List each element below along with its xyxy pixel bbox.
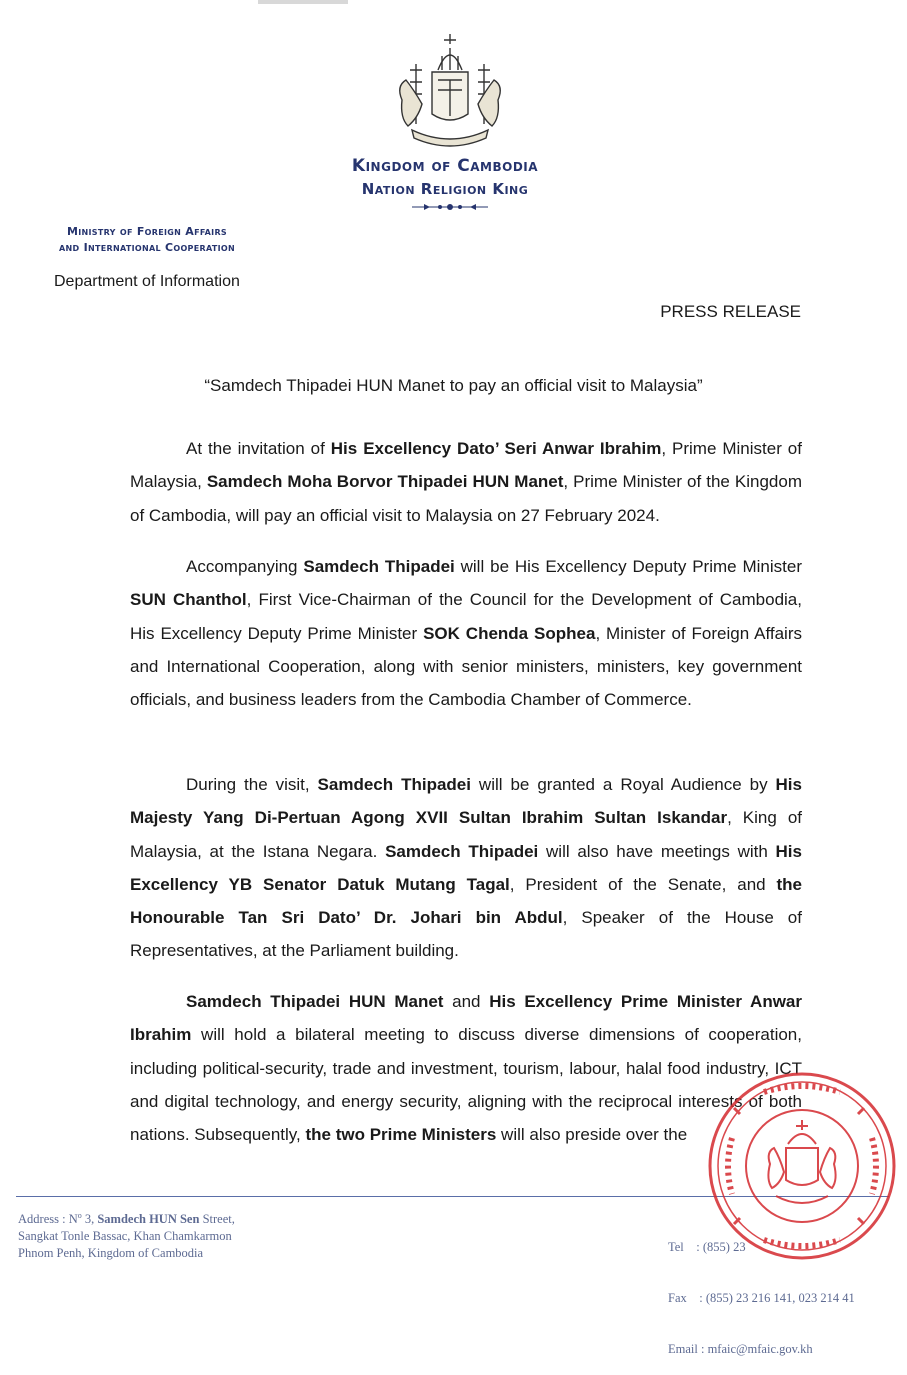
text-segment: , Speaker of the House of Representatives, at the Parliament building. bbox=[130, 908, 802, 961]
text-segment: , First Vice-Chairman of the Council for the Development of Cambodia, His Excellency Deputy Prime Minister bbox=[130, 590, 802, 643]
bold-name-segment: SOK Chenda Sophea bbox=[423, 623, 596, 643]
paragraph-royal-audience bbox=[130, 768, 802, 968]
contact-tel: Tel : (855) 23 bbox=[668, 1240, 746, 1254]
department-label: Department of Information bbox=[54, 273, 240, 290]
bold-name-segment: the two Prime Ministers bbox=[305, 1125, 497, 1145]
footer-address bbox=[18, 1207, 235, 1262]
text-segment: will hold a bilateral meeting to discuss diverse dimensions of cooperation, including political-security, trade and investment, tourism, labour, halal food industry, ICT and digital technology, and energy security, aligning with the reciprocal interests of both nations. Subsequently, bbox=[130, 1025, 802, 1145]
address-line-3: Phnom Penh, Kingdom of Cambodia bbox=[18, 1246, 204, 1261]
ministry-line-1: Ministry of Foreign Affairs bbox=[67, 225, 227, 238]
bold-name-segment: His Excellency YB Senator Datuk Mutang Tagal bbox=[130, 841, 802, 894]
text-segment: , King of Malaysia, at the Istana Negara. bbox=[130, 808, 803, 861]
bold-name-segment: His Excellency Prime Minister Anwar Ibrahim bbox=[130, 992, 802, 1045]
royal-coat-of-arms bbox=[388, 30, 512, 148]
headline: “Samdech Thipadei HUN Manet to pay an official visit to Malaysia” bbox=[204, 376, 703, 395]
bold-name-segment: Samdech Thipadei bbox=[303, 557, 455, 576]
ministry-name bbox=[16, 224, 278, 256]
national-motto: Nation Religion King bbox=[361, 180, 529, 198]
address-line-2: Sangkat Tonle Bassac, Khan Chamkarmon bbox=[18, 1229, 232, 1244]
bold-name-segment: Samdech Thipadei bbox=[385, 841, 539, 861]
paragraph-invitation bbox=[130, 432, 802, 532]
bold-name-segment: Samdech Thipadei bbox=[317, 775, 471, 794]
text-segment: , Prime Minister of Malaysia, bbox=[130, 439, 802, 492]
text-segment: At the invitation of bbox=[186, 439, 331, 458]
scan-artifact bbox=[258, 0, 348, 4]
text-segment: During the visit, bbox=[186, 775, 318, 794]
text-segment: will also preside over the bbox=[496, 1125, 688, 1145]
text-segment: will be His Excellency Deputy Prime Minister bbox=[454, 557, 802, 576]
bold-name-segment: SUN Chanthol bbox=[130, 590, 247, 610]
paragraph-delegation bbox=[130, 550, 802, 716]
bold-name-segment: Samdech Thipadei HUN Manet bbox=[186, 992, 444, 1011]
text-segment: will be granted a Royal Audience by bbox=[470, 775, 776, 794]
text-segment: Accompanying bbox=[186, 557, 304, 576]
text-segment: , Minister of Foreign Affairs and International Cooperation, along with senior ministers, ministers, key government officials, and business leaders from the Cambodia Chamber of Commerce. bbox=[130, 623, 802, 710]
official-seal-stamp bbox=[704, 1068, 900, 1264]
bold-name-segment: His Excellency Dato’ Seri Anwar Ibrahim bbox=[330, 439, 662, 458]
address-line-1: Address : $N^o$ 3, Samdech HUN Sen Street, bbox=[18, 1211, 235, 1227]
text-segment: and bbox=[443, 992, 490, 1011]
text-segment: will also have meetings with bbox=[538, 841, 776, 861]
paragraph-bilateral-meeting bbox=[130, 985, 802, 1151]
bold-name-segment: Samdech Moha Borvor Thipadei HUN Manet bbox=[206, 472, 564, 492]
bold-name-segment: His Majesty Yang Di-Pertuan Agong XVII Sultan Ibrahim Sultan Iskandar bbox=[130, 775, 802, 828]
kingdom-title: Kingdom of Cambodia bbox=[351, 156, 539, 176]
contact-fax: Fax : (855) 23 216 141, 023 214 41 bbox=[668, 1291, 855, 1305]
press-release-label: PRESS RELEASE bbox=[660, 302, 801, 321]
text-segment: , President of the Senate, and bbox=[509, 874, 777, 894]
ministry-line-2: and International Cooperation bbox=[59, 241, 235, 254]
bold-name-segment: the Honourable Tan Sri Dato’ Dr. Johari bin Abdul bbox=[130, 874, 802, 928]
ornament-divider bbox=[410, 200, 490, 214]
contact-email: Email : mfaic@mfaic.gov.kh bbox=[668, 1342, 813, 1356]
text-segment: , Prime Minister of the Kingdom of Cambodia, will pay an official visit to Malaysia on 27 February 2024. bbox=[130, 472, 802, 525]
